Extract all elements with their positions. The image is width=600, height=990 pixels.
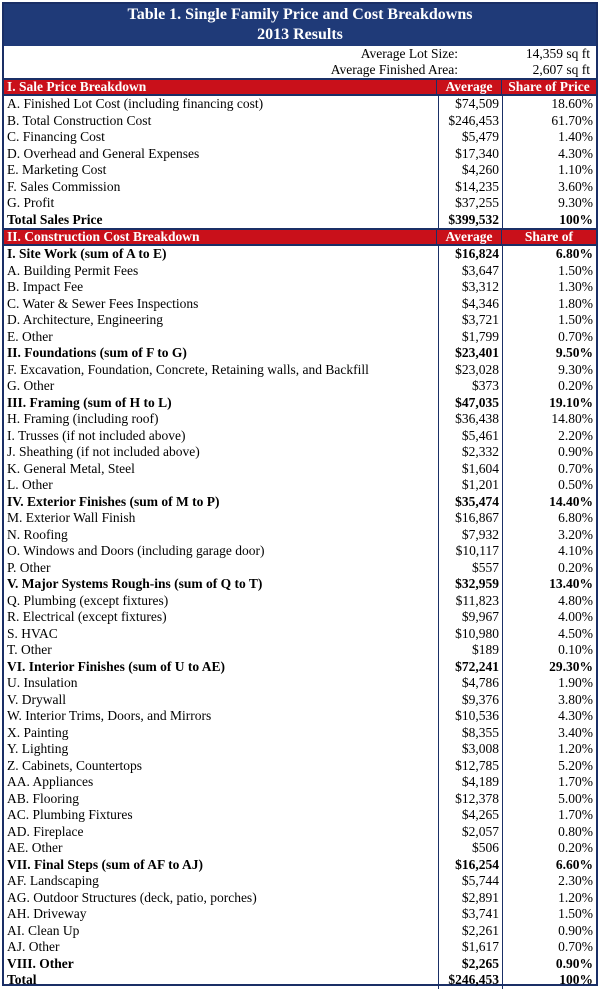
row-share: 3.60%: [502, 179, 596, 196]
table-row: [4, 162, 596, 179]
cost-breakdown-table: [2, 2, 598, 986]
row-share: 0.80%: [502, 824, 596, 841]
row-label: C. Water & Sewer Fees Inspections: [7, 295, 199, 311]
row-label: V. Major Systems Rough-ins (sum of Q to T): [7, 576, 263, 591]
row-share: 1.10%: [502, 162, 596, 179]
row-average: $14,235: [438, 179, 502, 196]
table-row: [4, 791, 596, 808]
row-average: $2,891: [438, 890, 502, 907]
row-average: $506: [438, 840, 502, 857]
table-row: [4, 642, 596, 659]
row-average: $12,378: [438, 791, 502, 808]
row-average: $557: [438, 560, 502, 577]
row-share: 0.70%: [502, 329, 596, 346]
row-share: 18.60%: [502, 96, 596, 113]
row-average: $4,260: [438, 162, 502, 179]
row-share: 2.20%: [502, 428, 596, 445]
table-row-subtotal: [4, 659, 596, 676]
row-label: Total: [7, 972, 37, 987]
table-row-subtotal: [4, 212, 596, 229]
row-average: $23,401: [438, 345, 502, 362]
row-average: $47,035: [438, 395, 502, 412]
meta-lot-size: [4, 46, 596, 62]
row-share: 13.40%: [502, 576, 596, 593]
row-label: R. Electrical (except fixtures): [7, 609, 167, 624]
row-label: AB. Flooring: [7, 790, 80, 806]
table-row: [4, 378, 596, 395]
row-label: M. Exterior Wall Finish: [7, 510, 136, 525]
table-row: [4, 560, 596, 577]
meta-finished-area: [4, 62, 596, 78]
row-label: Q. Plumbing (except fixtures): [7, 592, 169, 608]
row-average: $11,823: [438, 593, 502, 610]
table-row: [4, 444, 596, 461]
row-average: $3,741: [438, 906, 502, 923]
row-label: Z. Cabinets, Countertops: [7, 757, 142, 773]
table-row: [4, 477, 596, 494]
row-share: 1.40%: [502, 129, 596, 146]
table-row-subtotal: [4, 576, 596, 593]
row-label: AD. Fireplace: [7, 823, 84, 839]
section-header-average: Average: [436, 230, 501, 244]
meta-value: 2,607 sq ft: [532, 62, 590, 77]
row-share: 1.70%: [502, 774, 596, 791]
row-share: 29.30%: [502, 659, 596, 676]
table-title: [4, 4, 596, 46]
section-header-label: I. Sale Price Breakdown: [7, 79, 147, 94]
row-average: $3,312: [438, 279, 502, 296]
row-label: T. Other: [7, 642, 52, 657]
row-average: $7,932: [438, 527, 502, 544]
row-label: AI. Clean Up: [7, 922, 80, 938]
row-share: 100%: [502, 212, 596, 229]
row-average: $36,438: [438, 411, 502, 428]
row-share: 0.20%: [502, 560, 596, 577]
row-label: Y. Lighting: [7, 741, 69, 756]
row-label: H. Framing (including roof): [7, 411, 159, 426]
row-average: $23,028: [438, 362, 502, 379]
row-share: 4.30%: [502, 708, 596, 725]
row-average: $10,117: [438, 543, 502, 560]
table-row: [4, 146, 596, 163]
row-label: I. Site Work (sum of A to E): [7, 246, 167, 261]
table-row-subtotal: [4, 345, 596, 362]
row-label: L. Other: [7, 477, 53, 492]
table-row-subtotal: [4, 246, 596, 263]
row-average: $373: [438, 378, 502, 395]
row-average: $246,453: [438, 972, 502, 989]
row-label: AJ. Other: [7, 939, 60, 954]
row-label: AG. Outdoor Structures (deck, patio, porches): [7, 889, 257, 905]
row-share: 9.30%: [502, 195, 596, 212]
row-label: VIII. Other: [7, 955, 74, 971]
table-row: [4, 411, 596, 428]
table-row: [4, 263, 596, 280]
row-share: 14.40%: [502, 494, 596, 511]
table-body: [4, 78, 596, 989]
table-row: [4, 96, 596, 113]
row-average: $72,241: [438, 659, 502, 676]
row-share: 14.80%: [502, 411, 596, 428]
row-average: $4,786: [438, 675, 502, 692]
row-share: 0.90%: [502, 923, 596, 940]
row-label: IV. Exterior Finishes (sum of M to P): [7, 493, 220, 509]
row-average: $189: [438, 642, 502, 659]
row-label: C. Financing Cost: [7, 129, 105, 144]
row-average: $10,980: [438, 626, 502, 643]
row-label: AC. Plumbing Fixtures: [7, 807, 133, 822]
row-average: $9,967: [438, 609, 502, 626]
row-label: O. Windows and Doors (including garage door): [7, 543, 265, 558]
row-average: $1,799: [438, 329, 502, 346]
row-share: 2.30%: [502, 873, 596, 890]
row-share: 5.20%: [502, 758, 596, 775]
row-share: 6.80%: [502, 510, 596, 527]
row-label: I. Trusses (if not included above): [7, 427, 186, 443]
row-share: 9.50%: [502, 345, 596, 362]
table-row: [4, 758, 596, 775]
row-share: 4.50%: [502, 626, 596, 643]
table-row: [4, 873, 596, 890]
row-average: $3,721: [438, 312, 502, 329]
table-row: [4, 692, 596, 709]
row-average: $5,479: [438, 129, 502, 146]
row-average: $2,265: [438, 956, 502, 973]
table-row: [4, 725, 596, 742]
row-average: $35,474: [438, 494, 502, 511]
section-header: [4, 78, 596, 96]
table-row: [4, 195, 596, 212]
row-label: Total Sales Price: [7, 211, 103, 227]
table-row: [4, 890, 596, 907]
row-label: AF. Landscaping: [7, 873, 99, 888]
row-label: X. Painting: [7, 724, 69, 740]
row-share: 4.10%: [502, 543, 596, 560]
table-row: [4, 774, 596, 791]
row-average: $1,604: [438, 461, 502, 478]
row-average: $16,254: [438, 857, 502, 874]
row-share: 1.50%: [502, 312, 596, 329]
table-row-subtotal: [4, 395, 596, 412]
table-row-subtotal: [4, 972, 596, 989]
table-row: [4, 129, 596, 146]
meta-label: Average Finished Area:: [330, 62, 458, 77]
row-label: A. Finished Lot Cost (including financing cost): [7, 96, 264, 111]
row-share: 1.90%: [502, 675, 596, 692]
section-header-share: Share of Price: [501, 80, 596, 94]
row-average: $2,261: [438, 923, 502, 940]
row-share: 0.90%: [502, 956, 596, 973]
row-label: F. Excavation, Foundation, Concrete, Retaining walls, and Backfill: [7, 361, 369, 377]
row-average: $74,509: [438, 96, 502, 113]
row-share: 3.80%: [502, 692, 596, 709]
row-average: $246,453: [438, 113, 502, 130]
row-label: AH. Driveway: [7, 906, 87, 921]
row-share: 1.50%: [502, 263, 596, 280]
section-header-label: II. Construction Cost Breakdown: [7, 229, 200, 244]
table-row-subtotal: [4, 857, 596, 874]
row-average: $12,785: [438, 758, 502, 775]
row-average: $16,867: [438, 510, 502, 527]
table-row-subtotal: [4, 494, 596, 511]
row-label: E. Other: [7, 328, 53, 344]
row-average: $16,824: [438, 246, 502, 263]
row-share: 1.20%: [502, 741, 596, 758]
row-average: $2,057: [438, 824, 502, 841]
table-row: [4, 840, 596, 857]
row-share: 4.30%: [502, 146, 596, 163]
row-label: AE. Other: [7, 840, 63, 855]
table-row: [4, 939, 596, 956]
row-average: $1,201: [438, 477, 502, 494]
table-row: [4, 312, 596, 329]
row-share: 1.30%: [502, 279, 596, 296]
row-share: 1.50%: [502, 906, 596, 923]
table-row: [4, 824, 596, 841]
table-title-line2: 2013 Results: [257, 26, 343, 43]
row-share: 19.10%: [502, 395, 596, 412]
row-share: 0.20%: [502, 840, 596, 857]
meta-value: 14,359 sq ft: [525, 46, 590, 61]
row-share: 61.70%: [502, 113, 596, 130]
row-label: N. Roofing: [7, 526, 68, 542]
row-label: AA. Appliances: [7, 774, 94, 789]
row-share: 0.70%: [502, 461, 596, 478]
table-row: [4, 543, 596, 560]
table-row: [4, 279, 596, 296]
row-label: J. Sheathing (if not included above): [7, 444, 200, 459]
row-label: U. Insulation: [7, 675, 78, 690]
row-share: 0.90%: [502, 444, 596, 461]
row-average: $17,340: [438, 146, 502, 163]
table-row: [4, 329, 596, 346]
row-average: $399,532: [438, 212, 502, 229]
row-label: E. Marketing Cost: [7, 162, 107, 177]
row-share: 6.60%: [502, 857, 596, 874]
row-average: $3,008: [438, 741, 502, 758]
row-share: 3.20%: [502, 527, 596, 544]
row-average: $4,346: [438, 296, 502, 313]
row-average: $4,189: [438, 774, 502, 791]
row-label: G. Other: [7, 378, 55, 393]
row-label: D. Architecture, Engineering: [7, 312, 163, 327]
row-share: 1.70%: [502, 807, 596, 824]
row-label: K. General Metal, Steel: [7, 460, 135, 476]
row-share: 0.70%: [502, 939, 596, 956]
row-label: W. Interior Trims, Doors, and Mirrors: [7, 708, 212, 723]
row-share: 6.80%: [502, 246, 596, 263]
row-label: A. Building Permit Fees: [7, 262, 139, 278]
row-average: $5,461: [438, 428, 502, 445]
row-average: $9,376: [438, 692, 502, 709]
row-average: $1,617: [438, 939, 502, 956]
row-label: III. Framing (sum of H to L): [7, 394, 172, 410]
table-row: [4, 362, 596, 379]
table-row: [4, 609, 596, 626]
meta-label: Average Lot Size:: [360, 46, 458, 61]
row-share: 5.00%: [502, 791, 596, 808]
row-average: $5,744: [438, 873, 502, 890]
row-share: 4.80%: [502, 593, 596, 610]
row-share: 4.00%: [502, 609, 596, 626]
row-share: 100%: [502, 972, 596, 989]
row-share: 1.80%: [502, 296, 596, 313]
row-label: B. Total Construction Cost: [7, 112, 152, 128]
table-row: [4, 807, 596, 824]
section-header: [4, 228, 596, 246]
row-label: P. Other: [7, 559, 51, 575]
table-row: [4, 296, 596, 313]
row-label: II. Foundations (sum of F to G): [7, 345, 187, 360]
row-share: 0.20%: [502, 378, 596, 395]
table-row: [4, 741, 596, 758]
row-average: $8,355: [438, 725, 502, 742]
table-row: [4, 527, 596, 544]
row-label: B. Impact Fee: [7, 279, 84, 294]
row-label: D. Overhead and General Expenses: [7, 145, 200, 161]
row-share: 3.40%: [502, 725, 596, 742]
table-row: [4, 428, 596, 445]
row-share: 0.10%: [502, 642, 596, 659]
table-row-subtotal: [4, 956, 596, 973]
row-share: 9.30%: [502, 362, 596, 379]
table-row: [4, 708, 596, 725]
table-row: [4, 510, 596, 527]
row-label: G. Profit: [7, 195, 55, 210]
table-title-line1: Table 1. Single Family Price and Cost Breakdowns: [127, 6, 473, 23]
table-row: [4, 461, 596, 478]
row-average: $4,265: [438, 807, 502, 824]
row-label: V. Drywall: [7, 691, 66, 707]
row-average: $2,332: [438, 444, 502, 461]
row-label: VI. Interior Finishes (sum of U to AE): [7, 658, 226, 674]
row-share: 0.50%: [502, 477, 596, 494]
row-label: VII. Final Steps (sum of AF to AJ): [7, 856, 204, 872]
row-average: $10,536: [438, 708, 502, 725]
row-label: S. HVAC: [7, 625, 58, 641]
section-header-average: Average: [436, 80, 501, 94]
table-row: [4, 593, 596, 610]
table-row: [4, 179, 596, 196]
table-row: [4, 923, 596, 940]
row-label: F. Sales Commission: [7, 178, 121, 194]
row-average: $3,647: [438, 263, 502, 280]
table-row: [4, 906, 596, 923]
row-average: $32,959: [438, 576, 502, 593]
table-row: [4, 113, 596, 130]
row-share: 1.20%: [502, 890, 596, 907]
row-average: $37,255: [438, 195, 502, 212]
table-row: [4, 675, 596, 692]
section-header-share: Share of: [501, 230, 596, 244]
table-row: [4, 626, 596, 643]
